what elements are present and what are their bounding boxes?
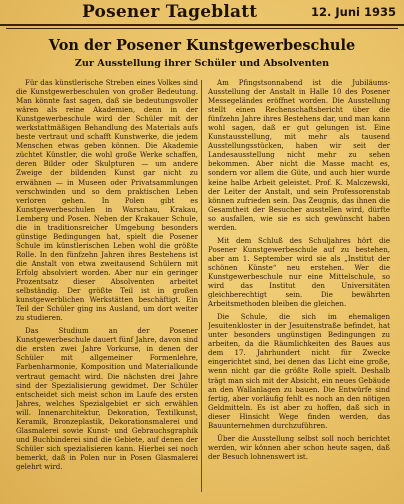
article-paragraph: Mit dem Schluß des Schuljahres hört die Posener Kunstgewerbeschule auf zu bestehen, aber am 1. September wird sie als „Institut der schönen Künste“ neu erstehen. Wer die Kunstgewerbeschule nur eine Mittelschule, so wird das Institut den Universitäten gleichberechtigt sein. Die bewährten Arbeitsmethoden bleiben die gleichen.: [208, 235, 390, 309]
masthead-title: Posener Tageblatt: [82, 2, 258, 22]
article-paragraph: Über die Ausstellung selbst soll noch berichtet werden, wir können aber schon heute sagen, daß der Besuch lohnenswert ist.: [208, 433, 390, 461]
article-paragraph: Das Studium an der Posener Kunstgewerbeschule dauert fünf Jahre, davon sind die ersten zwei Jahre Vorkurse, in denen der Schüler mit allgemeiner Formenlehre, Farbenharmonie, Komposition und Materialkunde vertraut gemacht wird. Die nächsten drei Jahre sind der Spezialisierung gewidmet. Der Schüler entscheidet sich meist schon im Laufe des ersten Jahres, welches Spezialgebiet er sich erwählen will. Innenarchitektur, Dekoration, Textilkunst, Keramik, Bronzeplastik, Dekorationsmalerei und Glasmalerei sowie Kunst- und Gebrauchsgraphik und Buchbinderei sind die Gebiete, auf denen der Schüler sich spezialisieren kann. Hierbei sei noch bemerkt, daß in Polen nur in Posen Glasmalerei gelehrt wird.: [16, 326, 198, 471]
article-subheadline: Zur Ausstellung ihrer Schüler und Absolventen: [74, 58, 330, 69]
article-paragraph: Für das künstlerische Streben eines Volkes sind die Kunstgewerbeschulen von großer Bedeutung. Man könnte fast sagen, daß sie bedeutungsvoller wären als reine Akademien, denn in der Kunstgewerbeschule wird der Schüler mit der werkstattmäßigen Behandlung des Materials aufs beste vertraut und schafft Kunstwerke, die jedem Menschen etwas geben können. Die Akademie züchtet Künstler, die wohl große Werke schaffen, deren Bilder oder Skulpturen — um andere Zweige der bildenden Kunst gar nicht zu erwähnen — in Museen oder Privatsammlungen verschwinden und so dem praktischen Leben verloren gehen. In Polen gibt es Kunstgewerbeschulen in Warschau, Krakau, Lemberg und Posen. Neben der Krakauer Schule, die in traditionsreicher Umgebung besonders günstige Bedingungen hat, spielt die Posener Schule im künstlerischen Leben wohl die größte Rolle. In den fünfzehn Jahren ihres Bestehens ist die Anstalt von etwa zweitausend Schülern mit Erfolg absolviert worden. Aber nur ein geringer Prozentsatz dieser Absolventen arbeitet selbständig. Der größte Teil ist in großen kunstgewerblichen Werkstätten beschäftigt. Ein Teil der Schüler ging ins Ausland, um dort weiter zu studieren.: [16, 78, 198, 323]
article-headline: Von der Posener Kunstgewerbeschule: [48, 37, 356, 54]
article-column-right: [208, 78, 390, 498]
article-paragraph: Am Pfingstsonnabend ist die Jubiläums-Ausstellung der Anstalt in Halle 10 des Posener Messegeländes eröffnet worden. Die Ausstellung stellt einen Rechenschaftsbericht über die fünfzehn Jahre ihres Bestehens dar, und man kann wohl sagen, daß er gut gelungen ist. Eine Kunstausstellung, mit mehr als tausend Ausstellungsstücken, haben wir seit der Landesausstellung nicht mehr zu sehen bekommen. Aber nicht die Masse macht es, sondern vor allem die Güte, und auch hier wurde keine halbe Arbeit geleistet. Prof. K. Malczewski, der Leiter der Anstalt, und sein Professorenstab können zufrieden sein. Das Zeugnis, das ihnen die Gesamtheit der Besucher ausstellen wird, dürfte so ausfallen, wie sie es sich gewünscht haben werden.: [208, 78, 390, 232]
masthead-rule: [6, 28, 398, 29]
masthead: [0, 0, 404, 26]
article-column-left: [16, 78, 198, 498]
article-paragraph: Die Schule, die sich im ehemaligen Jesuitenkloster in der Jesuitenstraße befindet, hat unter besonders ungünstigen Bedingungen zu arbeiten, da die Räumlichkeiten des Baues aus dem 17. Jahrhundert nicht für Zwecke eingerichtet sind, bei denen das Licht eine große, wenn nicht gar die größte Rolle spielt. Deshalb trägt man sich mit der Absicht, ein neues Gebäude an den Wallanlagen zu bauen. Die Entwürfe sind fertig, aber vorläufig fehlt es noch an den nötigen Geldmitteln. Es ist aber zu hoffen, daß sich in dieser Hinsicht Wege finden werden, das Bauunternehmen durchzuführen.: [208, 312, 390, 430]
masthead-date: 12. Juni 1935: [311, 5, 396, 19]
column-divider: [201, 80, 202, 492]
